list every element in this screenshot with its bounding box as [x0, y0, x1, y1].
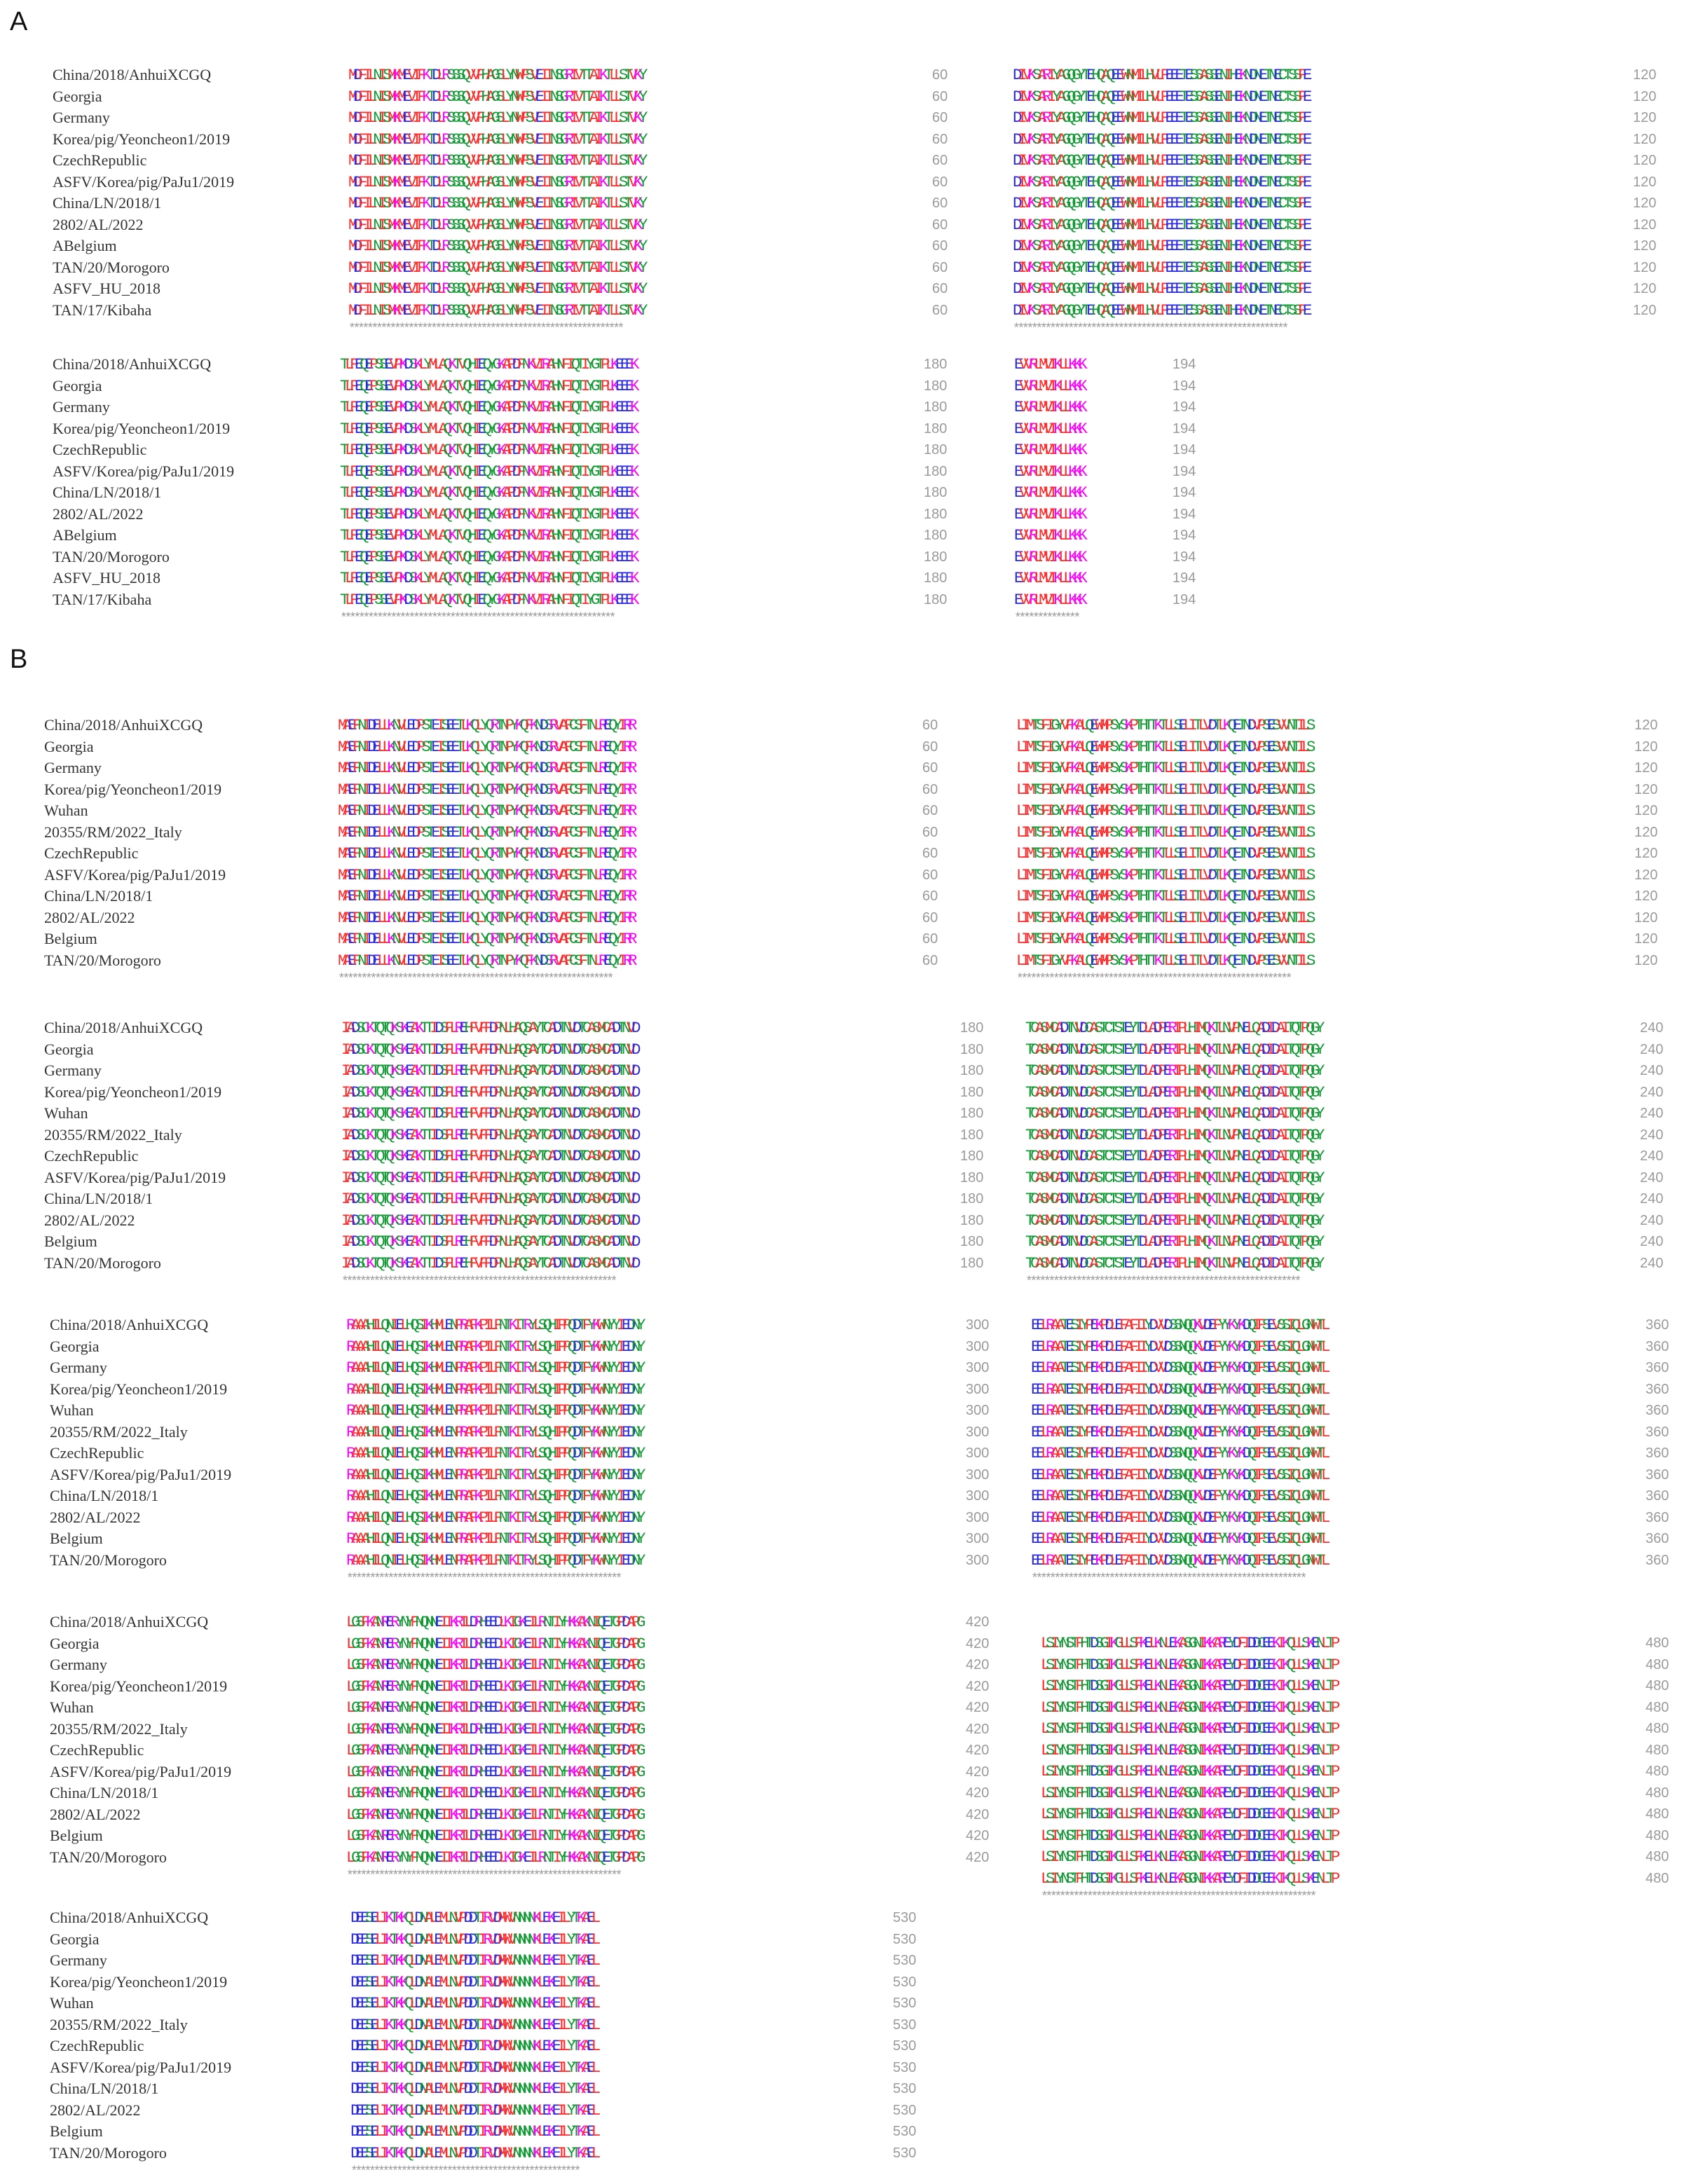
sequence-row: LSIYNSTFHTDSGIKGLLSFKELKNLEKASGNIKKAREYDFIDDCEEKIKQLLSKENLTP — [1041, 1762, 1336, 1780]
sequence-row: DIVKSARIYAGQGYTEHQAQEEWNMILHVLFEEETESSASSENIHEKNDNETNECTSSFE — [1013, 258, 1308, 277]
conservation-line: ************** — [1014, 612, 1079, 626]
sequence-row: RAAAHILQNIELHQSIKHMLENPRAFKPILFNTKITRYLSQHIPPQDTFYKWNYYIEDNY — [346, 1359, 641, 1377]
sequence-row: LSIYNSTFHTDSGIKGLLSFKELKNLEKASGNIKKAREYDFIDDCEEKIKQLLSKENLTP — [1041, 1634, 1336, 1652]
sequence-name: 20355/RM/2022_Italy — [50, 1719, 188, 1738]
sequence-row: LGSFKANRERYNYFNQNNEIIKRILDRHEEDLKIGKEILRNTIYHKKAKNIQETGPDAPG — [346, 1805, 641, 1824]
sequence-row: DIVKSARIYAGQGYTEHQAQEEWNMILHVLFEEETESSASSENIHEKNDNETNECTSSFE — [1013, 109, 1308, 127]
sequence-block — [341, 1017, 636, 1274]
sequence-row: RAAAHILQNIELHQSIKHMLENPRAFKPILFNTKITRYLSQHIPPQDTFYKWNYYIEDNY — [346, 1444, 641, 1462]
sequence-name: Germany — [53, 109, 110, 126]
sequence-name: China/LN/2018/1 — [53, 194, 162, 212]
sequence-row: TLFEQEPSSEVPKDSKLYMLAQKTVQHIEQYGKAPDFNKVIRAHNFIQTIYGTPLKEEEK — [340, 569, 635, 587]
sequence-row: TCASMCADTNVDCASTCTSTEYTDLADPERIPLHIMQKTLNVPNELQADIDAITQTPQGY — [1025, 1254, 1320, 1272]
sequence-row: EVVRLMVIKLLKKK — [1014, 526, 1083, 544]
sequence-row: EVVRLMVIKLLKKK — [1014, 441, 1083, 459]
position-numbers: 180 180 180 180 180 180 180 180 180 180 180 180 — [924, 357, 948, 607]
sequence-row: EELRAATESIYPEKPDLEFAFIIYDVVDSSNQQKVDEFYYKYKDQIFSEVSSIQLGNWTL — [1031, 1465, 1326, 1484]
sequence-row: LGSFKANRERYNYFNQNNEIIKRILDRHEEDLKIGKEILRNTIYHKKAKNIQETGPDAPG — [346, 1827, 641, 1845]
sequence-row: TCASMCADTNVDCASTCTSTEYTDLADPERIPLHIMQKTLNVPNELQADIDAITQTPQGY — [1025, 1232, 1320, 1251]
sequence-row: TCASMCADTNVDCASTCTSTEYTDLADPERIPLHIMQKTLNVPNELQADIDAITQTPQGY — [1025, 1019, 1320, 1037]
sequence-row: DIVKSARIYAGQGYTEHQAQEEWNMILHVLFEEETESSASSENIHEKNDNETNECTSSFE — [1013, 87, 1308, 106]
sequence-row: TLFEQEPSSEVPKDSKLYMLAQKTVQHIEQYGKAPDFNKVIRAHNFIQTIYGTPLKEEEK — [340, 419, 635, 438]
position-numbers: 60 60 60 60 60 60 60 60 60 60 60 60 — [922, 717, 938, 968]
sequence-row: MAEFNIDELLKNVLEDPSTEISEETLKQLYQRTNPYKQFKNDSRVAFCSFTNLREQYIRR — [338, 759, 633, 777]
sequence-row: RAAAHILQNIELHQSIKHMLENPRAFKPILFNTKITRYLSQHIPPQDTFYKWNYYIEDNY — [346, 1508, 641, 1527]
sequence-row: LIMTSFIGYVFKALQEWMPSYSKPTHTTKTLLSELITLVDTLKQETNDVPSESVVNTILS — [1016, 780, 1311, 799]
sequence-row: LIMTSFIGYVFKALQEWMPSYSKPTHTTKTLLSELITLVDTLKQETNDVPSESVVNTILS — [1016, 951, 1311, 970]
sequence-name: 2802/AL/2022 — [50, 1508, 141, 1526]
sequence-name: ASFV/Korea/pig/PaJu1/2019 — [44, 1168, 226, 1186]
sequence-name: TAN/20/Morogoro — [44, 1254, 161, 1272]
sequence-name: China/LN/2018/1 — [44, 887, 153, 905]
sequence-row: LSIYNSTFHTDSGIKGLLSFKELKNLEKASGNIKKAREYDFIDDCEEKIKQLLSKENLTP — [1041, 1655, 1336, 1674]
sequence-row: RAAAHILQNIELHQSIKHMLENPRAFKPILFNTKITRYLSQHIPPQDTFYKWNYYIEDNY — [346, 1337, 641, 1356]
sequence-row: EVVRLMVIKLLKKK — [1014, 398, 1083, 416]
sequence-row: DEESELIKTKKQLDNALEMLNVPDDTIRVDMWVNNNNKLEKEILYTKAEL — [350, 2037, 596, 2055]
sequence-row: LIMTSFIGYVFKALQEWMPSYSKPTHTTKTLLSELITLVDTLKQETNDVPSESVVNTILS — [1016, 737, 1311, 756]
sequence-name: 2802/AL/2022 — [53, 215, 144, 233]
sequence-row: IADSCKTQTQKSKEAKTTIDSFLREHFVFFDPNLHAQSAYTCADTNVDTCASMCADTNVD — [341, 1190, 636, 1208]
sequence-name: ABelgium — [53, 237, 117, 254]
position-numbers: 300 300 300 300 300 300 300 300 300 300 300 300 — [966, 1317, 990, 1568]
conservation-line: ************************************************************ — [1013, 322, 1287, 336]
sequence-row: EVVRLMVIKLLKKK — [1014, 483, 1083, 502]
sequence-row: MAEFNIDELLKNVLEDPSTEISEETLKQLYQRTNPYKQFKNDSRVAFCSFTNLREQYIRR — [338, 823, 633, 842]
sequence-row: IADSCKTQTQKSKEAKTTIDSFLREHFVFFDPNLHAQSAYTCADTNVDTCASMCADTNVD — [341, 1254, 636, 1272]
sequence-block — [346, 1612, 641, 1868]
sequence-name: ASFV/Korea/pig/PaJu1/2019 — [50, 1762, 232, 1780]
sequence-row: TLFEQEPSSEVPKDSKLYMLAQKTVQHIEQYGKAPDFNKVIRAHNFIQTIYGTPLKEEEK — [340, 462, 635, 481]
sequence-row: MAEFNIDELLKNVLEDPSTEISEETLKQLYQRTNPYKQFKNDSRVAFCSFTNLREQYIRR — [338, 887, 633, 905]
sequence-name: China/2018/AnhuiXCGQ — [50, 1316, 209, 1333]
sequence-row: DIVKSARIYAGQGYTEHQAQEEWNMILHVLFEEETESSASSENIHEKNDNETNECTSSFE — [1013, 151, 1308, 170]
sequence-row: LIMTSFIGYVFKALQEWMPSYSKPTHTTKTLLSELITLVDTLKQETNDVPSESVVNTILS — [1016, 844, 1311, 863]
sequence-name: ABelgium — [53, 526, 117, 544]
sequence-row: MAEFNIDELLKNVLEDPSTEISEETLKQLYQRTNPYKQFKNDSRVAFCSFTNLREQYIRR — [338, 951, 633, 970]
sequence-row: MDFILNISMKMEVIFKTDLRSSSQVVFHAGSLYNWFSVEIINSGRIVTTAIKTLLSTVKY — [348, 130, 643, 149]
sequence-row: EELRAATESIYPEKPDLEFAFIIYDVVDSSNQQKVDEFYYKYKDQIFSEVSSIQLGNWTL — [1031, 1422, 1326, 1441]
sequence-row: EELRAATESIYPEKPDLEFAFIIYDVVDSSNQQKVDEFYYKYKDQIFSEVSSIQLGNWTL — [1031, 1551, 1326, 1570]
sequence-row: EELRAATESIYPEKPDLEFAFIIYDVVDSSNQQKVDEFYYKYKDQIFSEVSSIQLGNWTL — [1031, 1380, 1326, 1399]
sequence-row: LSIYNSTFHTDSGIKGLLSFKELKNLEKASGNIKKAREYDFIDDCEEKIKQLLSKENLTP — [1041, 1805, 1336, 1823]
sequence-row: EELRAATESIYPEKPDLEFAFIIYDVVDSSNQQKVDEFYYKYKDQIFSEVSSIQLGNWTL — [1031, 1337, 1326, 1356]
sequence-name: China/LN/2018/1 — [53, 483, 162, 501]
position-numbers: 480 480 480 480 480 480 480 480 480 480 480 480 — [1646, 1635, 1669, 1886]
sequence-name: China/2018/AnhuiXCGQ — [50, 1613, 209, 1630]
sequence-row: TCASMCADTNVDCASTCTSTEYTDLADPERIPLHIMQKTLNVPNELQADIDAITQTPQGY — [1025, 1190, 1320, 1208]
conservation-line: ************************************************************ — [346, 1572, 620, 1586]
sequence-name: 2802/AL/2022 — [44, 908, 135, 926]
sequence-row: IADSCKTQTQKSKEAKTTIDSFLREHFVFFDPNLHAQSAYTCADTNVDTCASMCADTNVD — [341, 1062, 636, 1080]
conservation-line: ************************************************************ — [1016, 973, 1290, 987]
sequence-row: RAAAHILQNIELHQSIKHMLENPRAFKPILFNTKITRYLSQHIPPQDTFYKWNYYIEDNY — [346, 1530, 641, 1548]
sequence-row: TCASMCADTNVDCASTCTSTEYTDLADPERIPLHIMQKTLNVPNELQADIDAITQTPQGY — [1025, 1083, 1320, 1101]
sequence-name: 20355/RM/2022_Italy — [44, 823, 182, 841]
sequence-name: CzechRepublic — [50, 1741, 144, 1759]
sequence-name: China/LN/2018/1 — [50, 1487, 159, 1504]
sequence-name: Belgium — [44, 1232, 97, 1250]
sequence-row: DEESELIKTKKQLDNALEMLNVPDDTIRVDMWVNNNNKLEKEILYTKAEL — [350, 2101, 596, 2120]
sequence-name: Georgia — [44, 1040, 94, 1058]
position-numbers: 120 120 120 120 120 120 120 120 120 120 120 120 — [1633, 67, 1657, 318]
sequence-row: EVVRLMVIKLLKKK — [1014, 419, 1083, 438]
sequence-row: MDFILNISMKMEVIFKTDLRSSSQVVFHAGSLYNWFSVEIINSGRIVTTAIKTLLSTVKY — [348, 215, 643, 234]
conservation-line: ************************************************************ — [348, 322, 622, 336]
sequence-name: TAN/20/Morogoro — [50, 1551, 167, 1569]
sequence-row: EELRAATESIYPEKPDLEFAFIIYDVVDSSNQQKVDEFYYKYKDQIFSEVSSIQLGNWTL — [1031, 1401, 1326, 1420]
sequence-row: EVVRLMVIKLLKKK — [1014, 376, 1083, 395]
panel-a-label: A — [10, 7, 28, 36]
conservation-line: ************************************************************ — [341, 1275, 615, 1289]
sequence-row: LGSFKANRERYNYFNQNNEIIKRILDRHEEDLKIGKEILRNTIYHKKAKNIQETGPDAPG — [346, 1762, 641, 1781]
sequence-block — [1016, 715, 1311, 971]
sequence-names — [44, 715, 226, 971]
position-numbers: 420 420 420 420 420 420 420 420 420 420 420 420 — [966, 1614, 990, 1865]
sequence-row: EELRAATESIYPEKPDLEFAFIIYDVVDSSNQQKVDEFYYKYKDQIFSEVSSIQLGNWTL — [1031, 1530, 1326, 1548]
sequence-name: Germany — [53, 398, 110, 415]
sequence-row: DEESELIKTKKQLDNALEMLNVPDDTIRVDMWVNNNNKLEKEILYTKAEL — [350, 1930, 596, 1949]
sequence-name: Wuhan — [44, 1104, 88, 1122]
sequence-row: TLFEQEPSSEVPKDSKLYMLAQKTVQHIEQYGKAPDFNKVIRAHNFIQTIYGTPLKEEEK — [340, 526, 635, 544]
sequence-row: TCASMCADTNVDCASTCTSTEYTDLADPERIPLHIMQKTLNVPNELQADIDAITQTPQGY — [1025, 1147, 1320, 1165]
sequence-row: MDFILNISMKMEVIFKTDLRSSSQVVFHAGSLYNWFSVEIINSGRIVTTAIKTLLSTVKY — [348, 237, 643, 255]
sequence-row: TCASMCADTNVDCASTCTSTEYTDLADPERIPLHIMQKTLNVPNELQADIDAITQTPQGY — [1025, 1062, 1320, 1080]
sequence-name: China/LN/2018/1 — [50, 2080, 159, 2097]
sequence-row: TCASMCADTNVDCASTCTSTEYTDLADPERIPLHIMQKTLNVPNELQADIDAITQTPQGY — [1025, 1125, 1320, 1144]
sequence-row: MAEFNIDELLKNVLEDPSTEISEETLKQLYQRTNPYKQFKNDSRVAFCSFTNLREQYIRR — [338, 737, 633, 756]
sequence-row: LSIYNSTFHTDSGIKGLLSFKELKNLEKASGNIKKAREYDFIDDCEEKIKQLLSKENLTP — [1041, 1783, 1336, 1802]
sequence-name: ASFV_HU_2018 — [53, 280, 161, 297]
sequence-block — [350, 1907, 596, 2164]
sequence-row: RAAAHILQNIELHQSIKHMLENPRAFKPILFNTKITRYLSQHIPPQDTFYKWNYYIEDNY — [346, 1401, 641, 1420]
sequence-row: MDFILNISMKMEVIFKTDLRSSSQVVFHAGSLYNWFSVEIINSGRIVTTAIKTLLSTVKY — [348, 280, 643, 298]
sequence-row: MAEFNIDELLKNVLEDPSTEISEETLKQLYQRTNPYKQFKNDSRVAFCSFTNLREQYIRR — [338, 780, 633, 799]
sequence-name: 20355/RM/2022_Italy — [44, 1125, 182, 1143]
sequence-row: LIMTSFIGYVFKALQEWMPSYSKPTHTTKTLLSELITLVDTLKQETNDVPSESVVNTILS — [1016, 908, 1311, 927]
sequence-name: Korea/pig/Yeoncheon1/2019 — [53, 419, 231, 437]
sequence-row: EELRAATESIYPEKPDLEFAFIIYDVVDSSNQQKVDEFYYKYKDQIFSEVSSIQLGNWTL — [1031, 1487, 1326, 1505]
sequence-row: MDFILNISMKMEVIFKTDLRSSSQVVFHAGSLYNWFSVEIINSGRIVTTAIKTLLSTVKY — [348, 66, 643, 84]
sequence-name: Korea/pig/Yeoncheon1/2019 — [50, 1380, 228, 1398]
sequence-row: TCASMCADTNVDCASTCTSTEYTDLADPERIPLHIMQKTLNVPNELQADIDAITQTPQGY — [1025, 1104, 1320, 1122]
sequence-row: TLFEQEPSSEVPKDSKLYMLAQKTVQHIEQYGKAPDFNKVIRAHNFIQTIYGTPLKEEEK — [340, 504, 635, 523]
sequence-row: LSIYNSTFHTDSGIKGLLSFKELKNLEKASGNIKKAREYDFIDDCEEKIKQLLSKENLTP — [1041, 1826, 1336, 1845]
panel-b-label: B — [10, 645, 28, 674]
sequence-block — [1013, 64, 1308, 321]
sequence-row: LGSFKANRERYNYFNQNNEIIKRILDRHEEDLKIGKEILRNTIYHKKAKNIQETGPDAPG — [346, 1719, 641, 1738]
sequence-row: MAEFNIDELLKNVLEDPSTEISEETLKQLYQRTNPYKQFKNDSRVAFCSFTNLREQYIRR — [338, 865, 633, 884]
sequence-row: LGSFKANRERYNYFNQNNEIIKRILDRHEEDLKIGKEILRNTIYHKKAKNIQETGPDAPG — [346, 1656, 641, 1674]
sequence-row: LGSFKANRERYNYFNQNNEIIKRILDRHEEDLKIGKEILRNTIYHKKAKNIQETGPDAPG — [346, 1677, 641, 1696]
position-numbers: 180 180 180 180 180 180 180 180 180 180 180 180 — [960, 1020, 984, 1271]
sequence-name: Wuhan — [50, 1401, 94, 1419]
sequence-name: Belgium — [50, 2122, 103, 2140]
position-numbers: 60 60 60 60 60 60 60 60 60 60 60 60 — [932, 67, 948, 318]
sequence-row: IADSCKTQTQKSKEAKTTIDSFLREHFVFFDPNLHAQSAYTCADTNVDTCASMCADTNVD — [341, 1211, 636, 1230]
sequence-row: MDFILNISMKMEVIFKTDLRSSSQVVFHAGSLYNWFSVEIINSGRIVTTAIKTLLSTVKY — [348, 194, 643, 212]
sequence-name: China/LN/2018/1 — [44, 1190, 153, 1207]
sequence-row: LSIYNSTFHTDSGIKGLLSFKELKNLEKASGNIKKAREYDFIDDCEEKIKQLLSKENLTP — [1041, 1869, 1336, 1888]
sequence-row: TLFEQEPSSEVPKDSKLYMLAQKTVQHIEQYGKAPDFNKVIRAHNFIQTIYGTPLKEEEK — [340, 441, 635, 459]
sequence-row: TLFEQEPSSEVPKDSKLYMLAQKTVQHIEQYGKAPDFNKVIRAHNFIQTIYGTPLKEEEK — [340, 590, 635, 609]
sequence-row: EELRAATESIYPEKPDLEFAFIIYDVVDSSNQQKVDEFYYKYKDQIFSEVSSIQLGNWTL — [1031, 1508, 1326, 1527]
sequence-row: IADSCKTQTQKSKEAKTTIDSFLREHFVFFDPNLHAQSAYTCADTNVDTCASMCADTNVD — [341, 1040, 636, 1059]
position-numbers: 360 360 360 360 360 360 360 360 360 360 360 360 — [1646, 1317, 1669, 1568]
sequence-row: LIMTSFIGYVFKALQEWMPSYSKPTHTTKTLLSELITLVDTLKQETNDVPSESVVNTILS — [1016, 759, 1311, 777]
sequence-name: 20355/RM/2022_Italy — [50, 2015, 188, 2033]
sequence-block — [1031, 1314, 1326, 1571]
sequence-name: China/2018/AnhuiXCGQ — [53, 355, 212, 373]
sequence-name: China/2018/AnhuiXCGQ — [50, 1909, 209, 1926]
sequence-name: Wuhan — [44, 802, 88, 819]
sequence-row: IADSCKTQTQKSKEAKTTIDSFLREHFVFFDPNLHAQSAYTCADTNVDTCASMCADTNVD — [341, 1125, 636, 1144]
position-numbers: 240 240 240 240 240 240 240 240 240 240 240 240 — [1640, 1020, 1664, 1271]
sequence-row: LGSFKANRERYNYFNQNNEIIKRILDRHEEDLKIGKEILRNTIYHKKAKNIQETGPDAPG — [346, 1848, 641, 1867]
sequence-row: RAAAHILQNIELHQSIKHMLENPRAFKPILFNTKITRYLSQHIPPQDTFYKWNYYIEDNY — [346, 1551, 641, 1570]
sequence-row: LGSFKANRERYNYFNQNNEIIKRILDRHEEDLKIGKEILRNTIYHKKAKNIQETGPDAPG — [346, 1634, 641, 1653]
sequence-row: EVVRLMVIKLLKKK — [1014, 462, 1083, 481]
sequence-row: MAEFNIDELLKNVLEDPSTEISEETLKQLYQRTNPYKQFKNDSRVAFCSFTNLREQYIRR — [338, 716, 633, 734]
sequence-row: MDFILNISMKMEVIFKTDLRSSSQVVFHAGSLYNWFSVEIINSGRIVTTAIKTLLSTVKY — [348, 172, 643, 191]
sequence-name: CzechRepublic — [44, 1147, 139, 1165]
position-numbers: 194 194 194 194 194 194 194 194 194 194 194 194 — [1172, 357, 1196, 607]
sequence-row: LSIYNSTFHTDSGIKGLLSFKELKNLEKASGNIKKAREYDFIDDCEEKIKQLLSKENLTP — [1041, 1698, 1336, 1717]
sequence-names — [53, 354, 234, 610]
sequence-row: LSIYNSTFHTDSGIKGLLSFKELKNLEKASGNIKKAREYDFIDDCEEKIKQLLSKENLTP — [1041, 1740, 1336, 1759]
sequence-row: DIVKSARIYAGQGYTEHQAQEEWNMILHVLFEEETESSASSENIHEKNDNETNECTSSFE — [1013, 172, 1308, 191]
sequence-names — [53, 64, 234, 321]
sequence-row: IADSCKTQTQKSKEAKTTIDSFLREHFVFFDPNLHAQSAYTCADTNVDTCASMCADTNVD — [341, 1232, 636, 1251]
sequence-name: Germany — [50, 1951, 107, 1969]
sequence-row: TCASMCADTNVDCASTCTSTEYTDLADPERIPLHIMQKTLNVPNELQADIDAITQTPQGY — [1025, 1211, 1320, 1230]
sequence-row: MAEFNIDELLKNVLEDPSTEISEETLKQLYQRTNPYKQFKNDSRVAFCSFTNLREQYIRR — [338, 930, 633, 948]
sequence-row: MAEFNIDELLKNVLEDPSTEISEETLKQLYQRTNPYKQFKNDSRVAFCSFTNLREQYIRR — [338, 908, 633, 927]
sequence-row: RAAAHILQNIELHQSIKHMLENPRAFKPILFNTKITRYLSQHIPPQDTFYKWNYYIEDNY — [346, 1422, 641, 1441]
sequence-name: TAN/17/Kibaha — [53, 301, 152, 319]
sequence-block — [1041, 1633, 1336, 1889]
sequence-row: TLFEQEPSSEVPKDSKLYMLAQKTVQHIEQYGKAPDFNKVIRAHNFIQTIYGTPLKEEEK — [340, 547, 635, 566]
sequence-row: DIVKSARIYAGQGYTEHQAQEEWNMILHVLFEEETESSASSENIHEKNDNETNECTSSFE — [1013, 130, 1308, 149]
sequence-block — [348, 64, 643, 321]
sequence-row: DIVKSARIYAGQGYTEHQAQEEWNMILHVLFEEETESSASSENIHEKNDNETNECTSSFE — [1013, 66, 1308, 84]
conservation-line: ************************************************************ — [340, 612, 614, 626]
sequence-name: Georgia — [53, 87, 102, 105]
sequence-name: TAN/20/Morogoro — [53, 547, 170, 565]
sequence-row: LSIYNSTFHTDSGIKGLLSFKELKNLEKASGNIKKAREYDFIDDCEEKIKQLLSKENLTP — [1041, 1719, 1336, 1738]
sequence-row: LIMTSFIGYVFKALQEWMPSYSKPTHTTKTLLSELITLVDTLKQETNDVPSESVVNTILS — [1016, 716, 1311, 734]
sequence-name: TAN/20/Morogoro — [53, 258, 170, 276]
sequence-name: China/2018/AnhuiXCGQ — [44, 716, 203, 734]
sequence-row: EELRAATESIYPEKPDLEFAFIIYDVVDSSNQQKVDEFYYKYKDQIFSEVSSIQLGNWTL — [1031, 1316, 1326, 1334]
sequence-row: DEESELIKTKKQLDNALEMLNVPDDTIRVDMWVNNNNKLEKEILYTKAEL — [350, 1972, 596, 1991]
sequence-name: 20355/RM/2022_Italy — [50, 1422, 188, 1441]
sequence-row: MDFILNISMKMEVIFKTDLRSSSQVVFHAGSLYNWFSVEIINSGRIVTTAIKTLLSTVKY — [348, 109, 643, 127]
sequence-row: MAEFNIDELLKNVLEDPSTEISEETLKQLYQRTNPYKQFKNDSRVAFCSFTNLREQYIRR — [338, 844, 633, 863]
sequence-names — [50, 1907, 231, 2164]
sequence-row: TLFEQEPSSEVPKDSKLYMLAQKTVQHIEQYGKAPDFNKVIRAHNFIQTIYGTPLKEEEK — [340, 355, 635, 373]
sequence-name: Belgium — [50, 1827, 103, 1844]
sequence-row: TLFEQEPSSEVPKDSKLYMLAQKTVQHIEQYGKAPDFNKVIRAHNFIQTIYGTPLKEEEK — [340, 398, 635, 416]
sequence-name: Georgia — [53, 376, 102, 394]
sequence-name: Germany — [50, 1359, 107, 1376]
conservation-line: ************************************************************ — [338, 973, 612, 987]
sequence-name: Georgia — [50, 1337, 100, 1355]
sequence-name: TAN/20/Morogoro — [50, 1848, 167, 1866]
sequence-names — [50, 1314, 231, 1571]
sequence-row: IADSCKTQTQKSKEAKTTIDSFLREHFVFFDPNLHAQSAYTCADTNVDTCASMCADTNVD — [341, 1104, 636, 1122]
sequence-row: MDFILNISMKMEVIFKTDLRSSSQVVFHAGSLYNWFSVEIINSGRIVTTAIKTLLSTVKY — [348, 87, 643, 106]
sequence-block — [346, 1314, 641, 1571]
sequence-block — [340, 354, 635, 610]
sequence-row: EVVRLMVIKLLKKK — [1014, 547, 1083, 566]
sequence-row: IADSCKTQTQKSKEAKTTIDSFLREHFVFFDPNLHAQSAYTCADTNVDTCASMCADTNVD — [341, 1147, 636, 1165]
sequence-row: MAEFNIDELLKNVLEDPSTEISEETLKQLYQRTNPYKQFKNDSRVAFCSFTNLREQYIRR — [338, 802, 633, 820]
sequence-name: ASFV/Korea/pig/PaJu1/2019 — [53, 172, 235, 191]
sequence-block — [1025, 1017, 1320, 1274]
sequence-name: Georgia — [50, 1634, 100, 1652]
sequence-row: EVVRLMVIKLLKKK — [1014, 590, 1083, 609]
sequence-row: DEESELIKTKKQLDNALEMLNVPDDTIRVDMWVNNNNKLEKEILYTKAEL — [350, 2122, 596, 2141]
sequence-row: EVVRLMVIKLLKKK — [1014, 569, 1083, 587]
sequence-name: 2802/AL/2022 — [50, 2101, 141, 2119]
sequence-row: TCASMCADTNVDCASTCTSTEYTDLADPERIPLHIMQKTLNVPNELQADIDAITQTPQGY — [1025, 1040, 1320, 1059]
sequence-row: LGSFKANRERYNYFNQNNEIIKRILDRHEEDLKIGKEILRNTIYHKKAKNIQETGPDAPG — [346, 1741, 641, 1759]
sequence-row: MDFILNISMKMEVIFKTDLRSSSQVVFHAGSLYNWFSVEIINSGRIVTTAIKTLLSTVKY — [348, 301, 643, 320]
sequence-row: DEESELIKTKKQLDNALEMLNVPDDTIRVDMWVNNNNKLEKEILYTKAEL — [350, 2015, 596, 2034]
sequence-name: 2802/AL/2022 — [50, 1805, 141, 1823]
sequence-row: LIMTSFIGYVFKALQEWMPSYSKPTHTTKTLLSELITLVDTLKQETNDVPSESVVNTILS — [1016, 802, 1311, 820]
sequence-names — [44, 1017, 226, 1274]
sequence-name: CzechRepublic — [44, 844, 139, 862]
sequence-row: EVVRLMVIKLLKKK — [1014, 504, 1083, 523]
sequence-name: 2802/AL/2022 — [44, 1211, 135, 1229]
sequence-row: DIVKSARIYAGQGYTEHQAQEEWNMILHVLFEEETESSASSENIHEKNDNETNECTSSFE — [1013, 237, 1308, 255]
sequence-block — [338, 715, 633, 971]
sequence-row: EELRAATESIYPEKPDLEFAFIIYDVVDSSNQQKVDEFYYKYKDQIFSEVSSIQLGNWTL — [1031, 1359, 1326, 1377]
sequence-row: RAAAHILQNIELHQSIKHMLENPRAFKPILFNTKITRYLSQHIPPQDTFYKWNYYIEDNY — [346, 1465, 641, 1484]
sequence-name: Wuhan — [50, 1994, 94, 2012]
sequence-name: Korea/pig/Yeoncheon1/2019 — [50, 1677, 228, 1695]
sequence-names — [50, 1612, 231, 1868]
sequence-block — [1014, 354, 1083, 610]
sequence-row: IADSCKTQTQKSKEAKTTIDSFLREHFVFFDPNLHAQSAYTCADTNVDTCASMCADTNVD — [341, 1083, 636, 1101]
sequence-row: DIVKSARIYAGQGYTEHQAQEEWNMILHVLFEEETESSASSENIHEKNDNETNECTSSFE — [1013, 194, 1308, 212]
sequence-row: LGSFKANRERYNYFNQNNEIIKRILDRHEEDLKIGKEILRNTIYHKKAKNIQETGPDAPG — [346, 1613, 641, 1631]
sequence-row: DEESELIKTKKQLDNALEMLNVPDDTIRVDMWVNNNNKLEKEILYTKAEL — [350, 1909, 596, 1927]
sequence-row: MDFILNISMKMEVIFKTDLRSSSQVVFHAGSLYNWFSVEIINSGRIVTTAIKTLLSTVKY — [348, 151, 643, 170]
sequence-name: Germany — [50, 1656, 107, 1673]
sequence-name: TAN/17/Kibaha — [53, 590, 152, 608]
sequence-row: IADSCKTQTQKSKEAKTTIDSFLREHFVFFDPNLHAQSAYTCADTNVDTCASMCADTNVD — [341, 1168, 636, 1187]
sequence-name: ASFV/Korea/pig/PaJu1/2019 — [50, 2058, 232, 2076]
sequence-name: ASFV_HU_2018 — [53, 569, 161, 586]
sequence-row: DIVKSARIYAGQGYTEHQAQEEWNMILHVLFEEETESSASSENIHEKNDNETNECTSSFE — [1013, 301, 1308, 320]
sequence-name: ASFV/Korea/pig/PaJu1/2019 — [53, 462, 235, 480]
sequence-row: TLFEQEPSSEVPKDSKLYMLAQKTVQHIEQYGKAPDFNKVIRAHNFIQTIYGTPLKEEEK — [340, 376, 635, 395]
sequence-name: 2802/AL/2022 — [53, 504, 144, 523]
sequence-name: ASFV/Korea/pig/PaJu1/2019 — [44, 865, 226, 884]
sequence-row: DEESELIKTKKQLDNALEMLNVPDDTIRVDMWVNNNNKLEKEILYTKAEL — [350, 2143, 596, 2162]
sequence-row: TCASMCADTNVDCASTCTSTEYTDLADPERIPLHIMQKTLNVPNELQADIDAITQTPQGY — [1025, 1168, 1320, 1187]
sequence-name: CzechRepublic — [53, 441, 147, 458]
sequence-row: DEESELIKTKKQLDNALEMLNVPDDTIRVDMWVNNNNKLEKEILYTKAEL — [350, 1951, 596, 1970]
conservation-line: ************************************************************ — [1031, 1572, 1305, 1586]
sequence-name: Wuhan — [50, 1698, 94, 1716]
sequence-row: RAAAHILQNIELHQSIKHMLENPRAFKPILFNTKITRYLSQHIPPQDTFYKWNYYIEDNY — [346, 1487, 641, 1505]
sequence-row: LSIYNSTFHTDSGIKGLLSFKELKNLEKASGNIKKAREYDFIDDCEEKIKQLLSKENLTP — [1041, 1677, 1336, 1695]
sequence-name: China/LN/2018/1 — [50, 1784, 159, 1801]
sequence-name: TAN/20/Morogoro — [50, 2143, 167, 2162]
sequence-name: CzechRepublic — [53, 151, 147, 169]
sequence-row: TLFEQEPSSEVPKDSKLYMLAQKTVQHIEQYGKAPDFNKVIRAHNFIQTIYGTPLKEEEK — [340, 483, 635, 502]
sequence-row: DIVKSARIYAGQGYTEHQAQEEWNMILHVLFEEETESSASSENIHEKNDNETNECTSSFE — [1013, 280, 1308, 298]
sequence-row: DEESELIKTKKQLDNALEMLNVPDDTIRVDMWVNNNNKLEKEILYTKAEL — [350, 1994, 596, 2012]
sequence-name: Korea/pig/Yeoncheon1/2019 — [44, 780, 222, 798]
conservation-line: ************************************************************ — [346, 1869, 620, 1883]
sequence-row: LIMTSFIGYVFKALQEWMPSYSKPTHTTKTLLSELITLVDTLKQETNDVPSESVVNTILS — [1016, 930, 1311, 948]
conservation-line: ************************************************************ — [1041, 1890, 1315, 1904]
sequence-row: LIMTSFIGYVFKALQEWMPSYSKPTHTTKTLLSELITLVDTLKQETNDVPSESVVNTILS — [1016, 865, 1311, 884]
sequence-row: RAAAHILQNIELHQSIKHMLENPRAFKPILFNTKITRYLSQHIPPQDTFYKWNYYIEDNY — [346, 1380, 641, 1399]
sequence-name: Germany — [44, 759, 102, 776]
sequence-name: CzechRepublic — [50, 2037, 144, 2054]
sequence-row: DEESELIKTKKQLDNALEMLNVPDDTIRVDMWVNNNNKLEKEILYTKAEL — [350, 2058, 596, 2077]
sequence-name: Belgium — [50, 1530, 103, 1547]
sequence-name: Germany — [44, 1062, 102, 1079]
sequence-name: Belgium — [44, 930, 97, 947]
sequence-row: LIMTSFIGYVFKALQEWMPSYSKPTHTTKTLLSELITLVDTLKQETNDVPSESVVNTILS — [1016, 823, 1311, 842]
sequence-row: EVVRLMVIKLLKKK — [1014, 355, 1083, 373]
sequence-row: LGSFKANRERYNYFNQNNEIIKRILDRHEEDLKIGKEILRNTIYHKKAKNIQETGPDAPG — [346, 1784, 641, 1802]
sequence-name: ASFV/Korea/pig/PaJu1/2019 — [50, 1465, 232, 1483]
sequence-name: China/2018/AnhuiXCGQ — [44, 1019, 203, 1036]
sequence-name: China/2018/AnhuiXCGQ — [53, 66, 212, 83]
sequence-name: CzechRepublic — [50, 1444, 144, 1462]
sequence-row: IADSCKTQTQKSKEAKTTIDSFLREHFVFFDPNLHAQSAYTCADTNVDTCASMCADTNVD — [341, 1019, 636, 1037]
sequence-row: DEESELIKTKKQLDNALEMLNVPDDTIRVDMWVNNNNKLEKEILYTKAEL — [350, 2080, 596, 2098]
position-numbers: 120 120 120 120 120 120 120 120 120 120 120 120 — [1634, 717, 1658, 968]
sequence-name: Korea/pig/Yeoncheon1/2019 — [44, 1083, 222, 1101]
sequence-row: LIMTSFIGYVFKALQEWMPSYSKPTHTTKTLLSELITLVDTLKQETNDVPSESVVNTILS — [1016, 887, 1311, 905]
sequence-row: DIVKSARIYAGQGYTEHQAQEEWNMILHVLFEEETESSASSENIHEKNDNETNECTSSFE — [1013, 215, 1308, 234]
sequence-row: RAAAHILQNIELHQSIKHMLENPRAFKPILFNTKITRYLSQHIPPQDTFYKWNYYIEDNY — [346, 1316, 641, 1334]
sequence-row: LGSFKANRERYNYFNQNNEIIKRILDRHEEDLKIGKEILRNTIYHKKAKNIQETGPDAPG — [346, 1698, 641, 1717]
position-numbers: 530 530 530 530 530 530 530 530 530 530 530 530 — [893, 1910, 917, 2161]
sequence-name: Korea/pig/Yeoncheon1/2019 — [50, 1972, 228, 1991]
sequence-name: Georgia — [50, 1930, 100, 1948]
conservation-line: ************************************************************ — [1025, 1275, 1299, 1289]
sequence-row: LSIYNSTFHTDSGIKGLLSFKELKNLEKASGNIKKAREYDFIDDCEEKIKQLLSKENLTP — [1041, 1848, 1336, 1866]
sequence-name: TAN/20/Morogoro — [44, 951, 161, 969]
sequence-name: Georgia — [44, 737, 94, 755]
sequence-row: EELRAATESIYPEKPDLEFAFIIYDVVDSSNQQKVDEFYYKYKDQIFSEVSSIQLGNWTL — [1031, 1444, 1326, 1462]
sequence-row: MDFILNISMKMEVIFKTDLRSSSQVVFHAGSLYNWFSVEIINSGRIVTTAIKTLLSTVKY — [348, 258, 643, 277]
sequence-name: Korea/pig/Yeoncheon1/2019 — [53, 130, 231, 148]
conservation-line: ************************************************** — [350, 2165, 579, 2179]
